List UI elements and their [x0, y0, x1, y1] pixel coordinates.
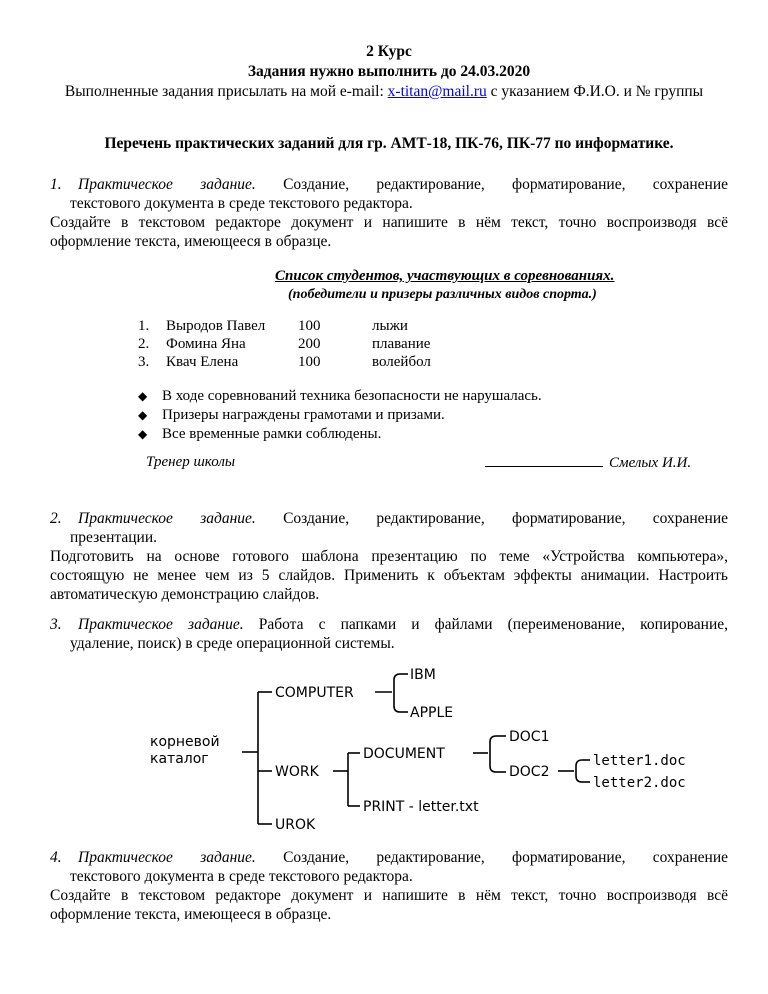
row-score: 100	[298, 354, 321, 370]
row-name: Выродов Павел	[166, 318, 266, 334]
folder-document: DOCUMENT	[363, 746, 445, 762]
task1-lead: Практическое	[78, 176, 173, 193]
task3-number: 3.	[50, 616, 62, 633]
file-letter2: letter2.doc	[593, 775, 686, 791]
file-letter1: letter1.doc	[593, 753, 686, 769]
trainer-label: Тренер школы	[146, 454, 236, 470]
task4-number: 4.	[50, 849, 62, 866]
sample-subtitle: (победители и призеры различных видов спорта.)	[288, 287, 597, 302]
row-sport: волейбол	[372, 354, 431, 370]
row-sport: лыжи	[372, 318, 408, 334]
task2-lead: Практическое	[78, 510, 173, 527]
folder-apple: APPLE	[410, 705, 454, 721]
task2-lead2: задание.	[200, 510, 256, 527]
task2-body-b: состоящую не менее чем из 5 слайдов. Применить к объектам эффекты анимации. Настроить	[50, 567, 728, 584]
folder-print: PRINT - letter.txt	[363, 799, 479, 815]
email-link[interactable]: x-titan@mail.ru	[387, 83, 487, 100]
root-label-b: каталог	[150, 751, 209, 767]
folder-doc1: DOC1	[509, 729, 550, 745]
bullet-text: В ходе соревнований техника безопасности не нарушалась.	[162, 388, 542, 404]
bullet-text: Все временные рамки соблюдены.	[162, 426, 382, 442]
task-list-title: Перечень практических заданий для гр. АМТ-18, ПК-76, ПК-77 по информатике.	[104, 135, 674, 152]
row-name: Фомина Яна	[166, 336, 246, 352]
task4-line1	[50, 848, 728, 867]
task3-line1	[50, 615, 728, 634]
list-item	[138, 407, 445, 424]
row-number: 1.	[138, 318, 150, 334]
sample-title: Список студентов, участвующих в соревнованиях.	[275, 268, 615, 284]
row-score: 200	[298, 336, 321, 352]
deadline-heading: Задания нужно выполнить до 24.03.2020	[247, 63, 531, 80]
row-score: 100	[298, 318, 321, 334]
task4-lead2: задание.	[200, 849, 256, 866]
diamond-bullet-icon: ◆	[138, 408, 148, 422]
diamond-bullet-icon: ◆	[138, 389, 148, 403]
folder-tree-diagram	[150, 664, 710, 834]
folder-computer: COMPUTER	[275, 685, 354, 701]
bullet-text: Призеры награждены грамотами и призами.	[162, 407, 445, 423]
diamond-bullet-icon: ◆	[138, 427, 148, 441]
task4-lead: Практическое	[78, 849, 173, 866]
send-instructions	[30, 82, 738, 101]
row-name: Квач Елена	[166, 354, 239, 370]
task1-text-a: Создание, редактирование, форматирование, сохранение	[283, 176, 728, 193]
signature-line	[485, 454, 691, 472]
task4-body-b: оформление текста, имеющееся в образце.	[50, 906, 332, 923]
folder-tree-svg	[150, 664, 710, 834]
send-prefix: Выполненные задания присылать на мой e-mail:	[64, 83, 388, 100]
task2-text-b: презентации.	[70, 529, 158, 546]
task1-line1	[50, 175, 728, 194]
row-number: 3.	[138, 354, 150, 370]
signer-name: Смелых И.И.	[609, 455, 692, 471]
sample-student-list-image	[130, 262, 710, 474]
root-label-a: корневой	[150, 734, 220, 750]
folder-work: WORK	[275, 764, 319, 780]
task3-text-b: удаление, поиск) в среде операционной системы.	[70, 635, 395, 652]
folder-urok: UROK	[275, 817, 316, 833]
task4-body-a: Создайте в текстовом редакторе документ и напишите в нём текст, точно воспроизводя всё	[50, 887, 728, 904]
task2-body-c: автоматическую демонстрацию слайдов.	[50, 586, 320, 603]
task2-text-a: Создание, редактирование, форматирование, сохранение	[283, 510, 728, 527]
task2-body-a: Подготовить на основе готового шаблона презентацию по теме «Устройства компьютера»,	[50, 548, 728, 565]
task3-text-a: Работа с папками и файлами (переименование, копирование,	[258, 616, 728, 633]
task1-body-a: Создайте в текстовом редакторе документ и напишите в нём текст, точно воспроизводя всё	[50, 214, 728, 231]
task3-lead: Практическое задание.	[78, 616, 244, 633]
signature-blank	[485, 454, 603, 467]
folder-ibm: IBM	[410, 667, 436, 683]
task1-lead2: задание.	[200, 176, 256, 193]
task4-text-b: текстового документа в среде текстового редактора.	[70, 868, 413, 885]
task4-text-a: Создание, редактирование, форматирование, сохранение	[283, 849, 728, 866]
task2-number: 2.	[50, 510, 62, 527]
task2-line1	[50, 509, 728, 528]
row-number: 2.	[138, 336, 150, 352]
task1-text-b: текстового документа в среде текстового редактора.	[70, 195, 413, 212]
course-heading: 2 Курс	[366, 43, 412, 60]
task1-body-b: оформление текста, имеющееся в образце.	[50, 233, 332, 250]
row-sport: плавание	[372, 336, 431, 352]
send-suffix: с указанием Ф.И.О. и № группы	[486, 83, 704, 100]
list-item	[138, 426, 381, 443]
task1-number: 1.	[50, 176, 62, 193]
list-item	[138, 388, 542, 405]
folder-doc2: DOC2	[509, 764, 550, 780]
